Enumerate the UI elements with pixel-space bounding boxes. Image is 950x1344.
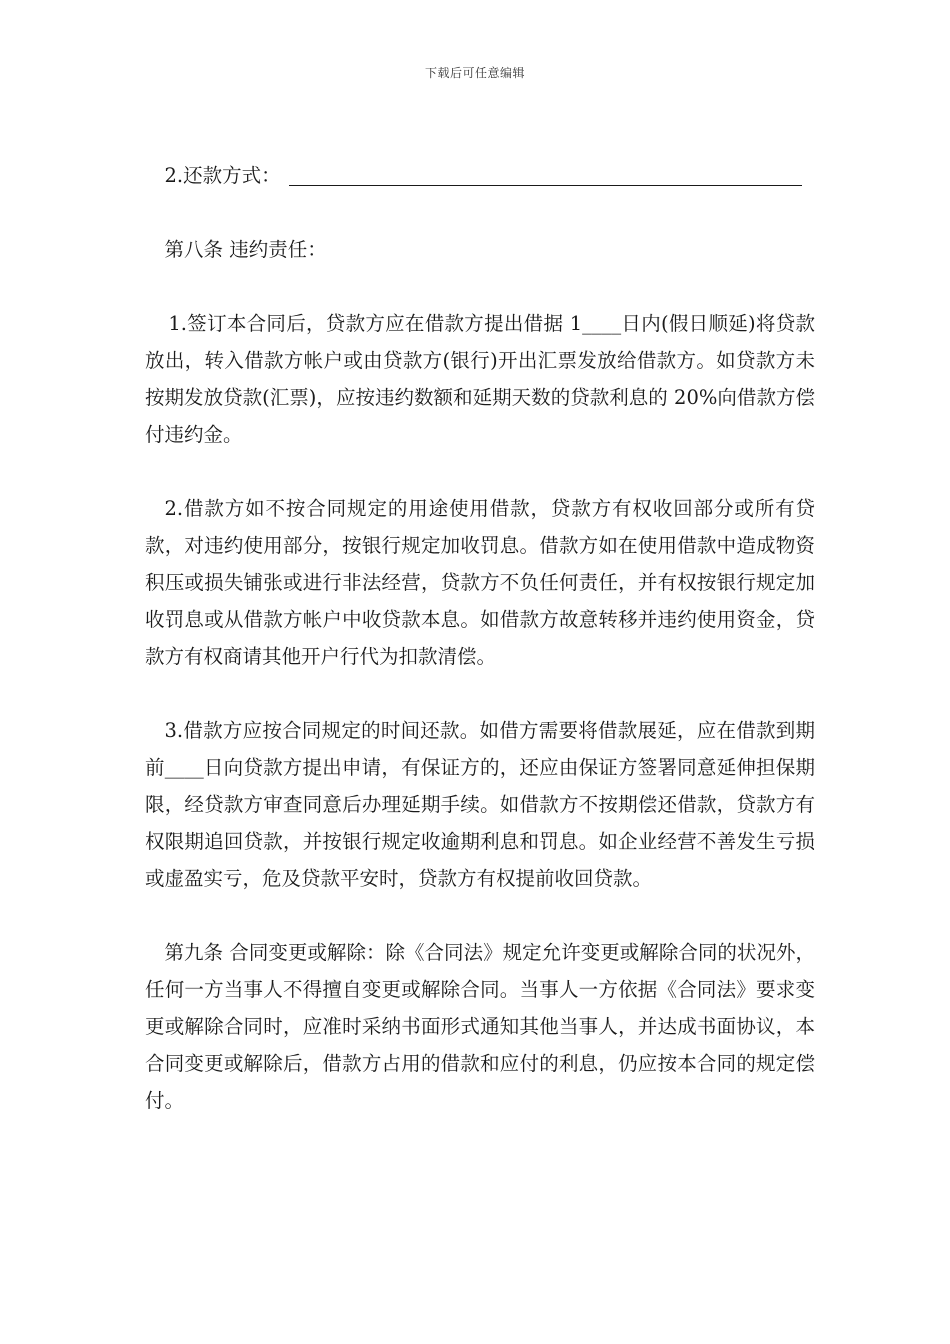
spacer [145, 897, 815, 934]
article-9-paragraph: 第九条 合同变更或解除：除《合同法》规定允许变更或解除合同的状况外，任何一方当事人不得擅自变更或解除合同。当事人一方依据《合同法》要求变更或解除合同时，应准时采纳书面形式通知其他当事人，并达成书面协议，本合同变更或解除后，借款方占用的借款和应付的利息，仍应按本合同的规定偿付。 [145, 941, 815, 1112]
article-8-clause-3: 3.借款方应按合同规定的时间还款。如借方需要将借款展延，应在借款到期前____日向贷款方提出申请，有保证方的，还应由保证方签署同意延伸担保期限，经贷款方审查同意后办理延期手续。如借款方不按期偿还借款，贷款方有权限期追回贷款，并按银行规定收逾期利息和罚息。如企业经营不善发生亏损或虚盈实亏，危及贷款平安时，贷款方有权提前收回贷款。 [145, 719, 815, 890]
spacer [145, 268, 815, 305]
document-body [145, 157, 815, 1119]
spacer [145, 194, 815, 231]
repayment-method-line [145, 157, 815, 194]
article-8-clause-2: 2.借款方如不按合同规定的用途使用借款，贷款方有权收回部分或所有贷款，对违约使用部分，按银行规定加收罚息。借款方如在使用借款中造成物资积压或损失铺张或进行非法经营，贷款方不负任何责任，并有权按银行规定加收罚息或从借款方帐户中收贷款本息。如借款方故意转移并违约使用资金，贷款方有权商请其他开户行代为扣款清偿。 [145, 497, 815, 668]
article-8-title: 第八条 违约责任： [164, 238, 327, 261]
spacer [145, 675, 815, 712]
spacer [145, 453, 815, 490]
repayment-method-label: 2.还款方式： [164, 164, 281, 187]
repayment-method-blank [289, 159, 802, 186]
article-8-clause-1: 1.签订本合同后，贷款方应在借款方提出借据 1____日内(假日顺延)将贷款放出，转入借款方帐户或由贷款方(银行)开出汇票发放给借款方。如贷款方未按期发放贷款(汇票)，应按违约数额和延期天数的贷款利息的 20%向借款方偿付违约金。 [145, 312, 815, 446]
page-header: 下载后可任意编辑 [424, 66, 525, 80]
